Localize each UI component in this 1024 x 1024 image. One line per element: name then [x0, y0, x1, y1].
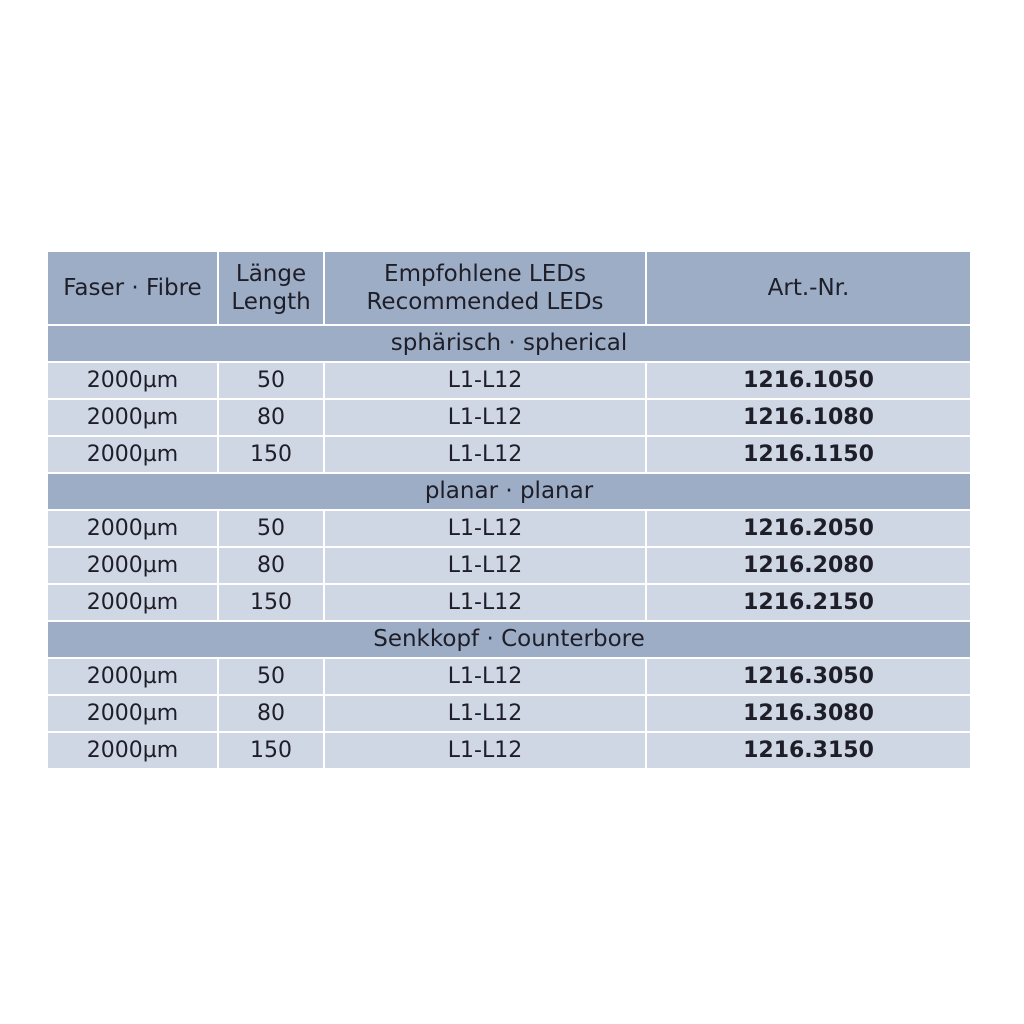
- header-leds-en: Recommended LEDs: [366, 289, 604, 315]
- table-row: [47, 584, 971, 621]
- table-row: [47, 510, 971, 547]
- cell-leds: L1-L12: [324, 732, 646, 769]
- table-header-row: [47, 251, 971, 325]
- cell-leds: L1-L12: [324, 695, 646, 732]
- cell-artnr: 1216.2050: [646, 510, 971, 547]
- cell-length: 80: [218, 547, 324, 584]
- table-row: [47, 547, 971, 584]
- cell-artnr: 1216.1080: [646, 399, 971, 436]
- header-length-en: Length: [231, 289, 311, 315]
- cell-artnr: 1216.1050: [646, 362, 971, 399]
- header-artnr: Art.-Nr.: [646, 251, 971, 325]
- product-table: [46, 250, 972, 770]
- table-row: [47, 399, 971, 436]
- header-fibre: Faser · Fibre: [47, 251, 218, 325]
- cell-leds: L1-L12: [324, 658, 646, 695]
- group-header-row: [47, 473, 971, 510]
- header-length: [218, 251, 324, 325]
- cell-artnr: 1216.2150: [646, 584, 971, 621]
- cell-length: 80: [218, 695, 324, 732]
- cell-artnr: 1216.1150: [646, 436, 971, 473]
- header-length-de: Länge: [235, 261, 307, 287]
- table-row: [47, 732, 971, 769]
- cell-length: 150: [218, 584, 324, 621]
- cell-artnr: 1216.3050: [646, 658, 971, 695]
- table-row: [47, 436, 971, 473]
- header-leds: [324, 251, 646, 325]
- cell-fibre: 2000µm: [47, 362, 218, 399]
- cell-fibre: 2000µm: [47, 510, 218, 547]
- cell-leds: L1-L12: [324, 362, 646, 399]
- group-header-row: [47, 621, 971, 658]
- cell-fibre: 2000µm: [47, 658, 218, 695]
- cell-length: 150: [218, 436, 324, 473]
- cell-leds: L1-L12: [324, 584, 646, 621]
- cell-fibre: 2000µm: [47, 547, 218, 584]
- cell-fibre: 2000µm: [47, 436, 218, 473]
- group-title: Senkkopf · Counterbore: [47, 621, 971, 658]
- cell-length: 50: [218, 510, 324, 547]
- cell-leds: L1-L12: [324, 547, 646, 584]
- cell-length: 50: [218, 658, 324, 695]
- table-row: [47, 695, 971, 732]
- cell-length: 150: [218, 732, 324, 769]
- cell-artnr: 1216.2080: [646, 547, 971, 584]
- cell-artnr: 1216.3150: [646, 732, 971, 769]
- cell-artnr: 1216.3080: [646, 695, 971, 732]
- cell-leds: L1-L12: [324, 510, 646, 547]
- cell-length: 50: [218, 362, 324, 399]
- group-title: planar · planar: [47, 473, 971, 510]
- cell-leds: L1-L12: [324, 399, 646, 436]
- cell-fibre: 2000µm: [47, 732, 218, 769]
- cell-length: 80: [218, 399, 324, 436]
- cell-fibre: 2000µm: [47, 584, 218, 621]
- cell-fibre: 2000µm: [47, 695, 218, 732]
- table-row: [47, 658, 971, 695]
- cell-fibre: 2000µm: [47, 399, 218, 436]
- cell-leds: L1-L12: [324, 436, 646, 473]
- group-title: sphärisch · spherical: [47, 325, 971, 362]
- table-row: [47, 362, 971, 399]
- header-leds-de: Empfohlene LEDs: [384, 261, 586, 287]
- group-header-row: [47, 325, 971, 362]
